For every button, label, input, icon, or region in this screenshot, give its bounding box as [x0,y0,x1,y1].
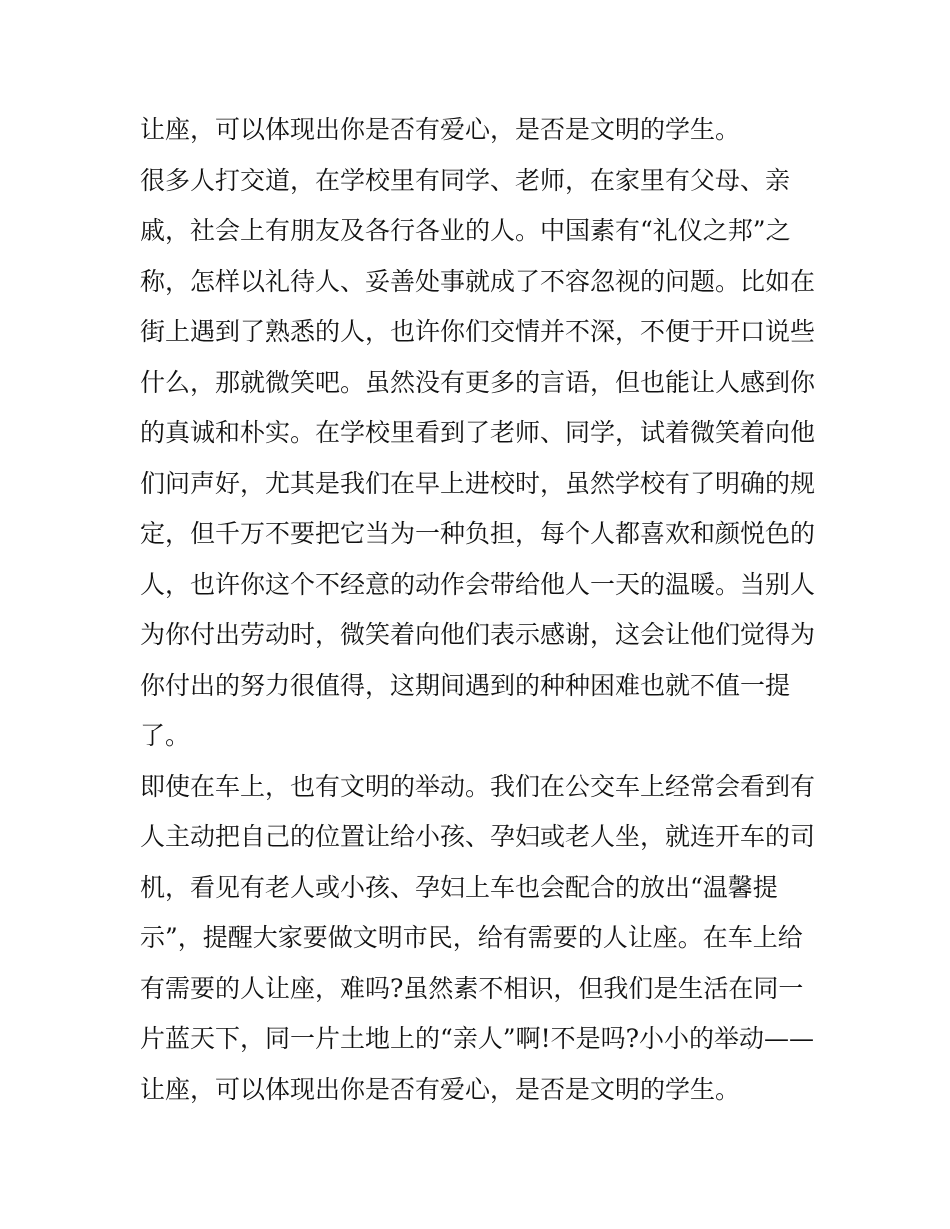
text-line: 街上遇到了熟悉的人，也许你们交情并不深，不便于开口说些 [140,317,816,346]
text-line: 示”，提醒大家要做文明市民，给有需要的人让座。在车上给 [140,923,803,952]
text-line: 让座，可以体现出你是否有爱心，是否是文明的学生。 [140,1074,741,1104]
text-line: 为你付出劳动时，微笑着向他们表示感谢，这会让他们觉得为 [140,620,816,649]
text-line: 们问声好，尤其是我们在早上进校时，虽然学校有了明确的规 [140,468,816,498]
text-line: 什么，那就微笑吧。虽然没有更多的言语，但也能让人感到你 [140,367,816,397]
body-text [140,105,830,1115]
text-line: 戚，社会上有朋友及各行各业的人。中国素有“礼仪之邦”之 [140,216,791,245]
text-line: 有需要的人让座，难吗?虽然素不相识，但我们是生活在同一 [140,973,804,1003]
text-line: 人，也许你这个不经意的动作会带给他人一天的温暖。当别人 [140,569,816,599]
text-line: 称，怎样以礼待人、妥善处事就成了不容忽视的问题。比如在 [140,266,816,296]
text-line: 让座，可以体现出你是否有爱心，是否是文明的学生。 [140,115,741,144]
text-line: 片蓝天下，同一片土地上的“亲人”啊!不是吗?小小的举动—— [140,1024,815,1053]
text-line: 的真诚和朴实。在学校里看到了老师、同学，试着微笑着向他 [140,418,816,447]
text-line: 了。 [140,721,191,750]
text-line: 你付出的努力很值得，这期间遇到的种种困难也就不值一提 [140,670,791,700]
text-line: 人主动把自己的位置让给小孩、孕妇或老人坐，就连开车的司 [140,822,816,851]
text-line: 很多人打交道，在学校里有同学、老师，在家里有父母、亲 [140,165,791,195]
text-line: 即使在车上，也有文明的举动。我们在公交车上经常会看到有 [140,771,816,801]
text-line: 定，但千万不要把它当为一种负担，每个人都喜欢和颜悦色的 [140,519,816,548]
text-line: 机，看见有老人或小孩、孕妇上车也会配合的放出“温馨提 [140,872,778,902]
